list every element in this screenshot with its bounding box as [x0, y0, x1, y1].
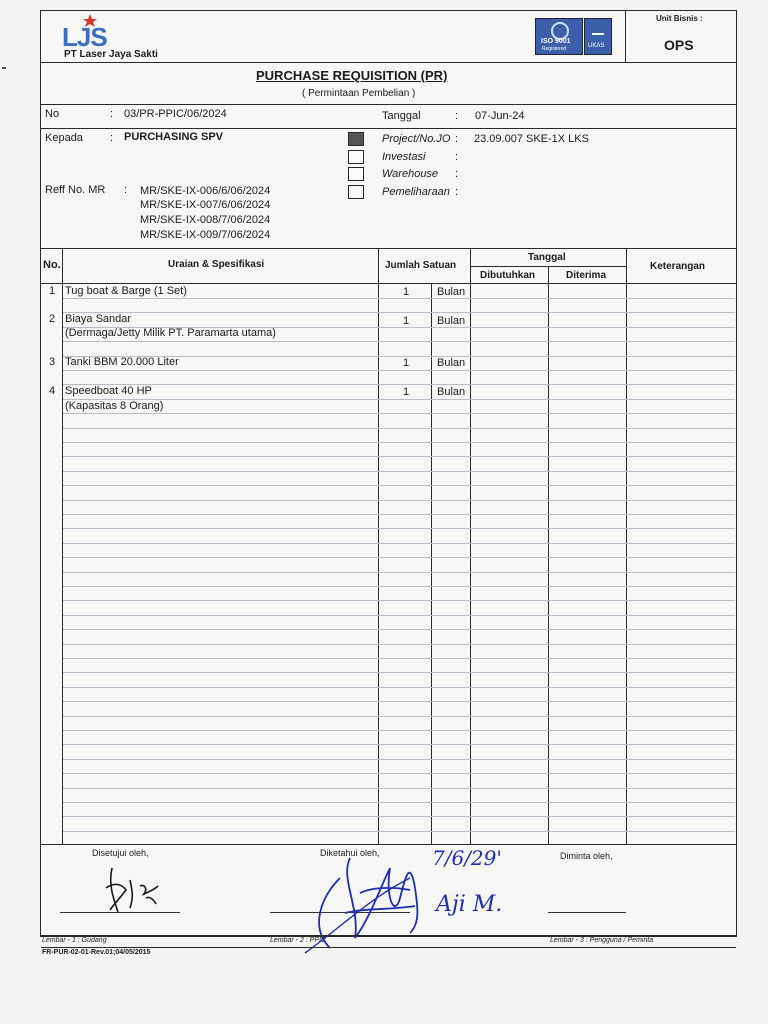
- pr-form-sheet: [40, 10, 737, 937]
- ruled-line: [63, 586, 735, 587]
- col-no: No.: [43, 259, 61, 271]
- ruled-line: [63, 399, 735, 400]
- ruled-line: [63, 701, 735, 702]
- option-label: Project/No.JO: [382, 133, 451, 145]
- row-qty: 1: [403, 386, 410, 398]
- ruled-line: [63, 730, 735, 731]
- row-qty: 1: [403, 286, 410, 298]
- pemeliharaan-checkbox[interactable]: [348, 185, 364, 199]
- ruled-line: [63, 788, 735, 789]
- row-desc: Tanki BBM 20.000 Liter: [65, 356, 179, 368]
- ruled-line: [63, 341, 735, 342]
- ruled-line: [63, 759, 735, 760]
- iso-label: ISO 9001: [541, 38, 571, 45]
- col-tanggal: Tanggal: [528, 252, 566, 263]
- iso-badge: [535, 18, 583, 55]
- company-logo: [60, 13, 124, 49]
- ruled-line: [63, 600, 735, 601]
- reff-value: MR/SKE-IX-008/7/06/2024: [140, 214, 271, 226]
- project-checkbox[interactable]: [348, 132, 364, 146]
- reff-colon: :: [124, 184, 128, 196]
- handwritten-name: Aji M.: [436, 892, 503, 917]
- signature-disetujui: [100, 860, 180, 920]
- unit-bisnis-label: Unit Bisnis :: [656, 14, 703, 23]
- reff-value: MR/SKE-IX-009/7/06/2024: [140, 229, 271, 241]
- row-unit: Bulan: [437, 315, 466, 327]
- svg-text:LJS: LJS: [62, 22, 107, 49]
- col-keterangan: Keterangan: [650, 261, 706, 272]
- option-colon: :: [455, 186, 459, 198]
- ruled-line: [63, 658, 735, 659]
- row-unit: Bulan: [437, 286, 466, 298]
- tanggal-label: Tanggal: [382, 110, 421, 122]
- row-no: 2: [49, 313, 56, 325]
- ukas-badge: [584, 18, 612, 55]
- ruled-line: [63, 370, 735, 371]
- investasi-checkbox[interactable]: [348, 150, 364, 164]
- warehouse-checkbox[interactable]: [348, 167, 364, 181]
- reff-label: Reff No. MR: [45, 184, 106, 196]
- no-value: 03/PR-PPIC/06/2024: [124, 108, 227, 120]
- ruled-line: [63, 485, 735, 486]
- option-label: Pemeliharaan: [382, 186, 450, 198]
- company-name: PT Laser Jaya Sakti: [64, 49, 158, 60]
- ruled-line: [63, 629, 735, 630]
- row-desc: Speedboat 40 HP: [65, 385, 152, 397]
- ruled-line: [63, 500, 735, 501]
- ruled-line: [63, 298, 735, 299]
- tanggal-value: 07-Jun-24: [475, 110, 525, 122]
- col-uraian: Uraian & Spesifikasi: [168, 259, 265, 270]
- ruled-line: [63, 456, 735, 457]
- reff-value: MR/SKE-IX-006/6/06/2024: [140, 185, 271, 197]
- row-unit: Bulan: [437, 386, 466, 398]
- footer-lembar-2: Lembar - 2 : PPIC: [270, 937, 327, 944]
- ruled-line: [63, 644, 735, 645]
- margin-mark: [2, 67, 6, 69]
- ruled-line: [63, 543, 735, 544]
- ukas-label: UKAS: [588, 43, 605, 49]
- kepada-value: PURCHASING SPV: [124, 131, 224, 143]
- reff-value: MR/SKE-IX-007/6/06/2024: [140, 199, 271, 211]
- row-no: 3: [49, 356, 56, 368]
- ruled-line: [63, 413, 735, 414]
- footer-lembar-3: Lembar - 3 : Pengguna / Peminta: [550, 937, 654, 944]
- row-desc-2: (Dermaga/Jetty Milik PT. Paramarta utama): [65, 327, 276, 339]
- ruled-line: [63, 572, 735, 573]
- handwritten-date: 7/6/29': [432, 846, 502, 870]
- option-label: Warehouse: [382, 168, 439, 180]
- ruled-line: [63, 557, 735, 558]
- kepada-label: Kepada: [45, 132, 83, 144]
- option-label: Investasi: [382, 151, 426, 163]
- ruled-line: [63, 615, 735, 616]
- ruled-line: [63, 471, 735, 472]
- ruled-line: [63, 442, 735, 443]
- form-title: PURCHASE REQUISITION (PR): [256, 68, 448, 83]
- crown-icon: [592, 23, 604, 35]
- ruled-line: [63, 773, 735, 774]
- ruled-line: [63, 528, 735, 529]
- ruled-line: [63, 312, 735, 313]
- ruled-line: [63, 428, 735, 429]
- no-colon: :: [110, 108, 114, 120]
- disetujui-label: Disetujui oleh,: [92, 848, 149, 858]
- ruled-line: [63, 831, 735, 832]
- col-diterima: Diterima: [566, 270, 607, 281]
- no-label: No: [45, 108, 60, 120]
- ruled-line: [63, 687, 735, 688]
- ruled-line: [63, 514, 735, 515]
- ruled-line: [63, 744, 735, 745]
- ruled-line: [63, 716, 735, 717]
- form-subtitle: ( Permintaan Pembelian ): [302, 88, 416, 99]
- kepada-colon: :: [110, 132, 114, 144]
- ruled-line: [63, 802, 735, 803]
- row-no: 1: [49, 285, 56, 297]
- ruled-line: [63, 816, 735, 817]
- form-code: FR-PUR-02-01-Rev.01;04/05/2015: [42, 949, 151, 956]
- row-desc-2: (Kapasitas 8 Orang): [65, 400, 164, 412]
- row-qty: 1: [403, 357, 410, 369]
- option-colon: :: [455, 168, 459, 180]
- project-value: 23.09.007 SKE-1X LKS: [474, 133, 589, 145]
- tanggal-colon: :: [455, 110, 459, 122]
- row-qty: 1: [403, 315, 410, 327]
- row-desc: Biaya Sandar: [65, 313, 132, 325]
- row-unit: Bulan: [437, 357, 466, 369]
- col-jumlah-satuan: Jumlah Satuan: [385, 260, 457, 271]
- diminta-label: Diminta oleh,: [560, 851, 613, 861]
- row-no: 4: [49, 385, 56, 397]
- diketahui-label: Diketahui oleh,: [320, 848, 380, 858]
- option-colon: :: [455, 133, 459, 145]
- ruled-line: [63, 384, 735, 385]
- option-colon: :: [455, 151, 459, 163]
- col-dibutuhkan: Dibutuhkan: [480, 270, 535, 281]
- iso-sub: Registered: [542, 46, 567, 52]
- footer-lembar-1: Lembar - 1 : Gudang: [42, 937, 107, 944]
- ruled-line: [63, 672, 735, 673]
- row-desc: Tug boat & Barge (1 Set): [65, 285, 187, 297]
- unit-bisnis-value: OPS: [664, 37, 694, 53]
